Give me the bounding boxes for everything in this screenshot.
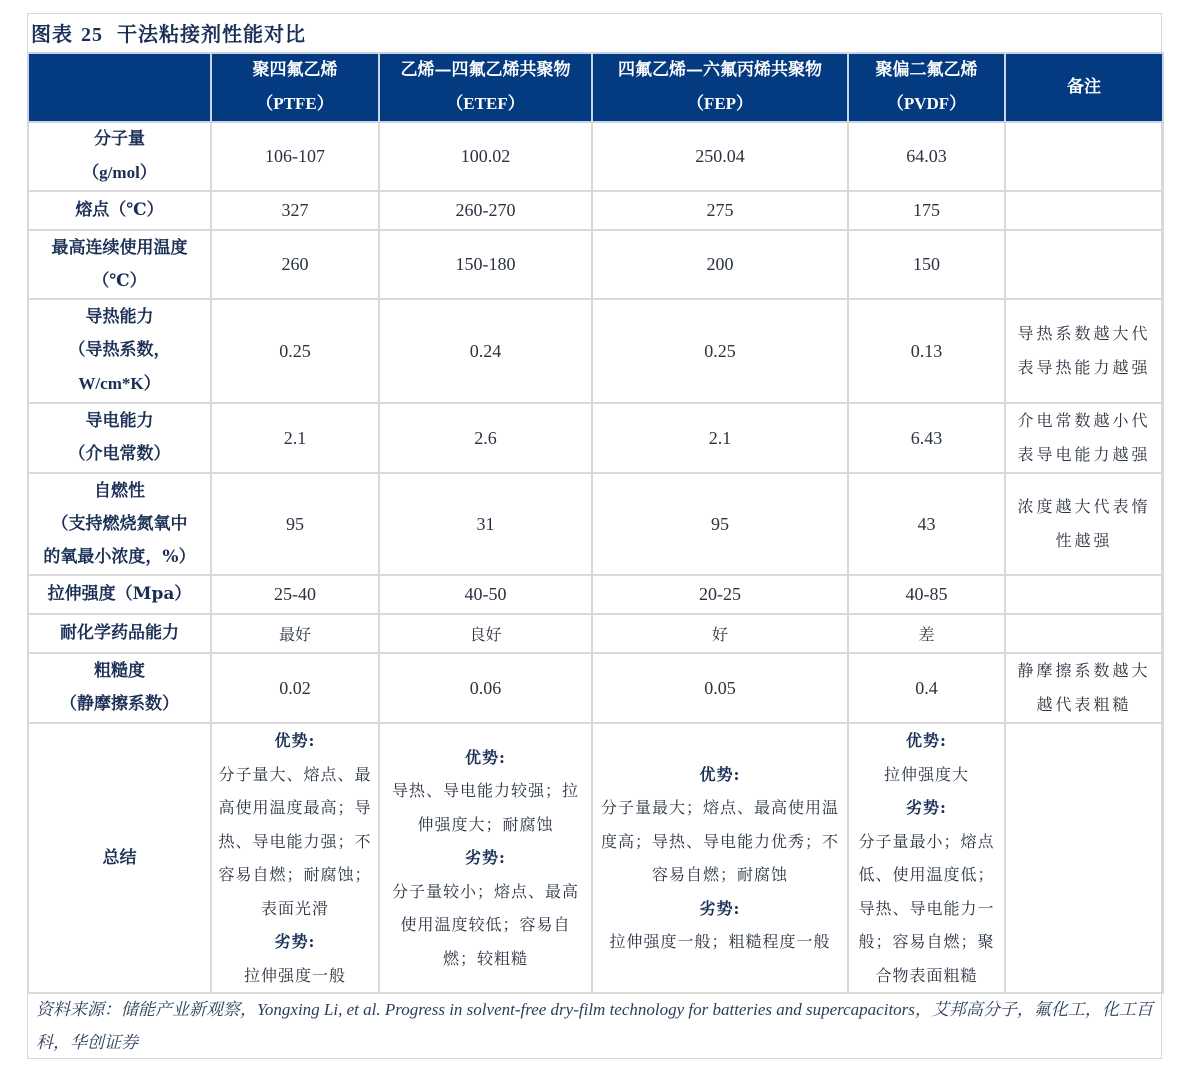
disadvantages-text: 分子量较小；熔点、最高使用温度较低；容易自燃；较粗糙: [391, 881, 579, 968]
disadvantages-text: 拉伸强度一般: [243, 965, 346, 985]
cell-fep: 95: [592, 473, 848, 575]
cell-note: 导热系数越大代表导热能力越强: [1005, 299, 1163, 403]
summary-cell-fep: [592, 723, 848, 993]
header-cell-pvdf: 聚偏二氟乙烯 （PVDF）: [848, 53, 1005, 122]
cell-ptfe: 327: [211, 191, 379, 230]
figure-number: 25: [81, 24, 103, 46]
cell-note: 浓度越大代表惰性越强: [1005, 473, 1163, 575]
cell-etef: 良好: [379, 614, 592, 653]
cell-etef: 0.24: [379, 299, 592, 403]
cell-note: 静摩擦系数越大越代表粗糙: [1005, 653, 1163, 723]
header-cell-notes: 备注: [1005, 53, 1163, 122]
cell-note: [1005, 614, 1163, 653]
advantages-text: 拉伸强度大: [883, 764, 969, 784]
disadvantages-heading: 劣势:: [465, 848, 506, 868]
cell-etef: 40-50: [379, 575, 592, 614]
figure-title-prefix: 图表: [31, 22, 73, 46]
cell-fep: 0.25: [592, 299, 848, 403]
disadvantages-heading: 劣势:: [274, 932, 316, 951]
row-label: 熔点（℃）: [28, 191, 211, 230]
cell-ptfe: 106-107: [211, 122, 379, 191]
disadvantages-heading: 劣势:: [906, 798, 947, 817]
cell-fep: 275: [592, 191, 848, 230]
cell-pvdf: 40-85: [848, 575, 1005, 614]
advantages-heading: 优势:: [699, 764, 741, 784]
cell-etef: 31: [379, 473, 592, 575]
table-row-flammability: [28, 473, 1163, 575]
table-row-thermal-conductivity: [28, 299, 1163, 403]
cell-ptfe: 0.25: [211, 299, 379, 403]
cell-fep: 20-25: [592, 575, 848, 614]
cell-etef: 260-270: [379, 191, 592, 230]
advantages-text: 分子量大、熔点、最高使用温度最高；导热、导电能力强；不容易自燃；耐腐蚀；表面光滑: [218, 764, 372, 918]
table-row-tensile-strength: [28, 575, 1163, 614]
cell-note: 介电常数越小代表导电能力越强: [1005, 403, 1163, 473]
source-note: [36, 993, 1156, 1060]
cell-etef: 0.06: [379, 653, 592, 723]
row-label: 拉伸强度（Mpa）: [28, 575, 211, 614]
advantages-heading: 优势:: [465, 747, 506, 767]
row-label: 导电能力 （介电常数）: [28, 403, 211, 473]
cell-fep: 250.04: [592, 122, 848, 191]
cell-pvdf: 0.4: [848, 653, 1005, 723]
disadvantages-text: 拉伸强度一般；粗糙程度一般: [609, 932, 831, 951]
table-row-electrical-conductivity: [28, 403, 1163, 473]
cell-fep: 好: [592, 614, 848, 653]
cell-note: [1005, 230, 1163, 299]
cell-ptfe: 25-40: [211, 575, 379, 614]
cell-pvdf: 150: [848, 230, 1005, 299]
header-row: [28, 53, 1163, 122]
cell-ptfe: 260: [211, 230, 379, 299]
cell-note: [1005, 575, 1163, 614]
summary-cell-ptfe: [211, 723, 379, 993]
header-cell-etef: 乙烯—四氟乙烯共聚物 （ETEF）: [379, 53, 592, 122]
table-row-summary: [28, 723, 1163, 993]
cell-note: [1005, 191, 1163, 230]
row-label: 导热能力 （导热系数， W/cm*K）: [28, 299, 211, 403]
cell-fep: 2.1: [592, 403, 848, 473]
header-cell-fep: 四氟乙烯—六氟丙烯共聚物 （FEP）: [592, 53, 848, 122]
table-row-max-service-temp: [28, 230, 1163, 299]
advantages-heading: 优势:: [906, 731, 947, 750]
cell-pvdf: 6.43: [848, 403, 1005, 473]
cell-note: [1005, 723, 1163, 993]
figure-title-text: 干法粘接剂性能对比: [117, 22, 306, 46]
cell-pvdf: 0.13: [848, 299, 1005, 403]
cell-etef: 150-180: [379, 230, 592, 299]
table-row-roughness: [28, 653, 1163, 723]
advantages-heading: 优势:: [274, 731, 316, 750]
cell-ptfe: 最好: [211, 614, 379, 653]
summary-cell-etef: [379, 723, 592, 993]
cell-note: [1005, 122, 1163, 191]
header-cell-blank: [28, 53, 211, 122]
advantages-text: 分子量最大；熔点、最高使用温度高；导热、导电能力优秀；不容易自燃；耐腐蚀: [600, 798, 839, 884]
cell-ptfe: 95: [211, 473, 379, 575]
cell-pvdf: 差: [848, 614, 1005, 653]
cell-pvdf: 64.03: [848, 122, 1005, 191]
disadvantages-text: 分子量最小；熔点低、使用温度低；导热、导电能力一般；容易自燃；聚合物表面粗糙: [858, 831, 995, 985]
row-label: 自燃性 （支持燃烧氮氧中 的氧最小浓度，%）: [28, 473, 211, 575]
advantages-text: 导热、导电能力较强；拉伸强度大；耐腐蚀: [391, 781, 579, 834]
table-row-molecular-weight: [28, 122, 1163, 191]
row-label: 分子量 （g/mol）: [28, 122, 211, 191]
row-label: 最高连续使用温度 （℃）: [28, 230, 211, 299]
source-prefix: 资料来源：储能产业新观察，: [36, 1000, 257, 1020]
header-cell-ptfe: 聚四氟乙烯 （PTFE）: [211, 53, 379, 122]
summary-cell-pvdf: [848, 723, 1005, 993]
cell-fep: 200: [592, 230, 848, 299]
cell-pvdf: 175: [848, 191, 1005, 230]
row-label-summary: 总结: [28, 723, 211, 993]
cell-fep: 0.05: [592, 653, 848, 723]
source-citation: Yongxing Li, et al. Progress in solvent-free dry-film technology for batteries and supercapacitors: [257, 1000, 915, 1019]
source-suffix: ，艾邦高分子，氟化工，化工百科，华创证券: [36, 1000, 1153, 1053]
disadvantages-heading: 劣势:: [699, 898, 741, 918]
cell-pvdf: 43: [848, 473, 1005, 575]
cell-ptfe: 2.1: [211, 403, 379, 473]
cell-etef: 100.02: [379, 122, 592, 191]
row-label: 粗糙度 （静摩擦系数）: [28, 653, 211, 723]
figure-title: [31, 18, 306, 50]
row-label: 耐化学药品能力: [28, 614, 211, 653]
table-row-melting-point: [28, 191, 1163, 230]
cell-etef: 2.6: [379, 403, 592, 473]
cell-ptfe: 0.02: [211, 653, 379, 723]
comparison-table: [27, 52, 1164, 994]
table-row-chemical-resistance: [28, 614, 1163, 653]
